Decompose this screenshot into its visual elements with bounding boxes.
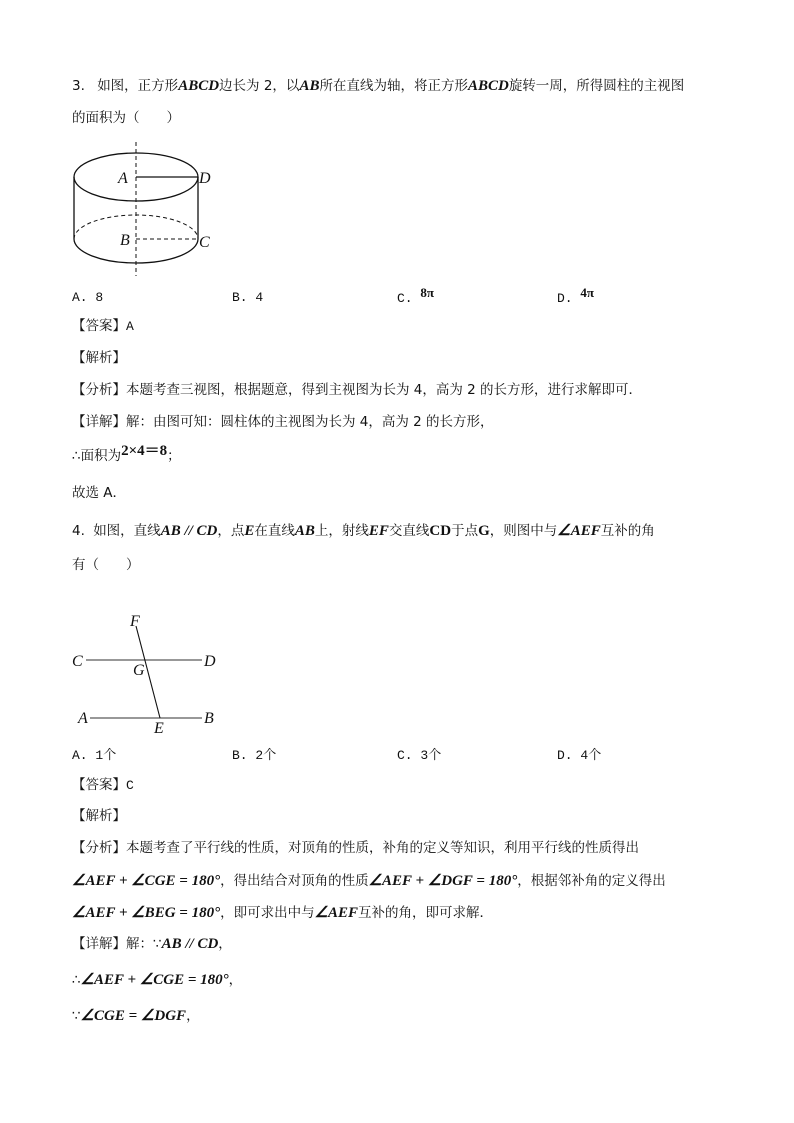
q4-answer: 【答案】C [72, 777, 134, 793]
q4-label-d: D [204, 653, 216, 670]
q4-detail-line1: 【详解】解：∵AB // CD， [72, 936, 232, 952]
q3-answer: 【答案】A [72, 318, 134, 334]
q3-detail: 【详解】解：由图可知：圆柱体的主视图为长为 4，高为 2 的长方形， [72, 414, 494, 430]
q3-conclusion: 故选 A． [72, 485, 127, 501]
q3-analysis-heading: 【解析】 [72, 350, 126, 366]
q4-option-b: B. 2个 [232, 748, 277, 763]
q4-fenxi-line3: ∠AEF + ∠BEG = 180°，即可求出中与∠AEF互补的角，即可求解． [72, 905, 494, 921]
q3-option-b: B. 4 [232, 290, 264, 305]
q3-fenxi: 【分析】本题考查三视图，根据题意，得到主视图为长为 4，高为 2 的长方形，进行求解即可． [72, 382, 643, 398]
q4-label-e: E [154, 720, 164, 737]
q4-parallel-lines-figure [66, 608, 226, 738]
q3-label-c: C [199, 234, 210, 251]
q4-fenxi-line2: ∠AEF + ∠CGE = 180°，得出结合对顶角的性质∠AEF + ∠DGF = 180°，根据邻补角的定义得出 [72, 873, 666, 889]
q4-detail-line2: ∴∠AEF + ∠CGE = 180°， [72, 972, 243, 988]
q4-option-d: D. 4个 [557, 748, 602, 763]
q4-option-a: A. 1个 [72, 748, 117, 763]
q4-detail-line3: ∵∠CGE = ∠DGF， [72, 1008, 200, 1024]
q4-label-a: A [78, 710, 88, 727]
q4-analysis-heading: 【解析】 [72, 808, 126, 824]
q3-label-b: B [120, 232, 130, 249]
q3-stem-line2: 的面积为（ ） [72, 110, 180, 126]
q3-area: ∴面积为2×4＝8； [72, 443, 181, 464]
q4-label-b: B [204, 710, 214, 727]
q4-label-c: C [72, 653, 83, 670]
q3-cylinder-figure [66, 142, 216, 278]
q3-option-c: C. 8π [397, 285, 435, 306]
q3-option-a: A. 8 [72, 290, 104, 305]
q4-label-f: F [130, 613, 140, 630]
q4-stem-line2: 有（ ） [72, 557, 140, 573]
q3-option-d: D. 4π [557, 285, 595, 306]
q4-fenxi-line1: 【分析】本题考查了平行线的性质，对顶角的性质，补角的定义等知识，利用平行线的性质得出 [72, 840, 639, 856]
q4-stem-line1: 4. 如图，直线AB // CD，点E在直线AB上，射线EF交直线CD于点G，则图中与∠AEF互补的角 [72, 523, 655, 539]
q3-number: 3. [72, 78, 85, 94]
q3-label-a: A [118, 170, 128, 187]
q4-label-g: G [133, 662, 145, 679]
q4-option-c: C. 3个 [397, 748, 442, 763]
q3-stem-line1: 3. 如图，正方形ABCD边长为 2，以AB所在直线为轴，将正方形ABCD旋转一周，所得圆柱的主视图 [72, 78, 685, 94]
q3-label-d: D [199, 170, 211, 187]
